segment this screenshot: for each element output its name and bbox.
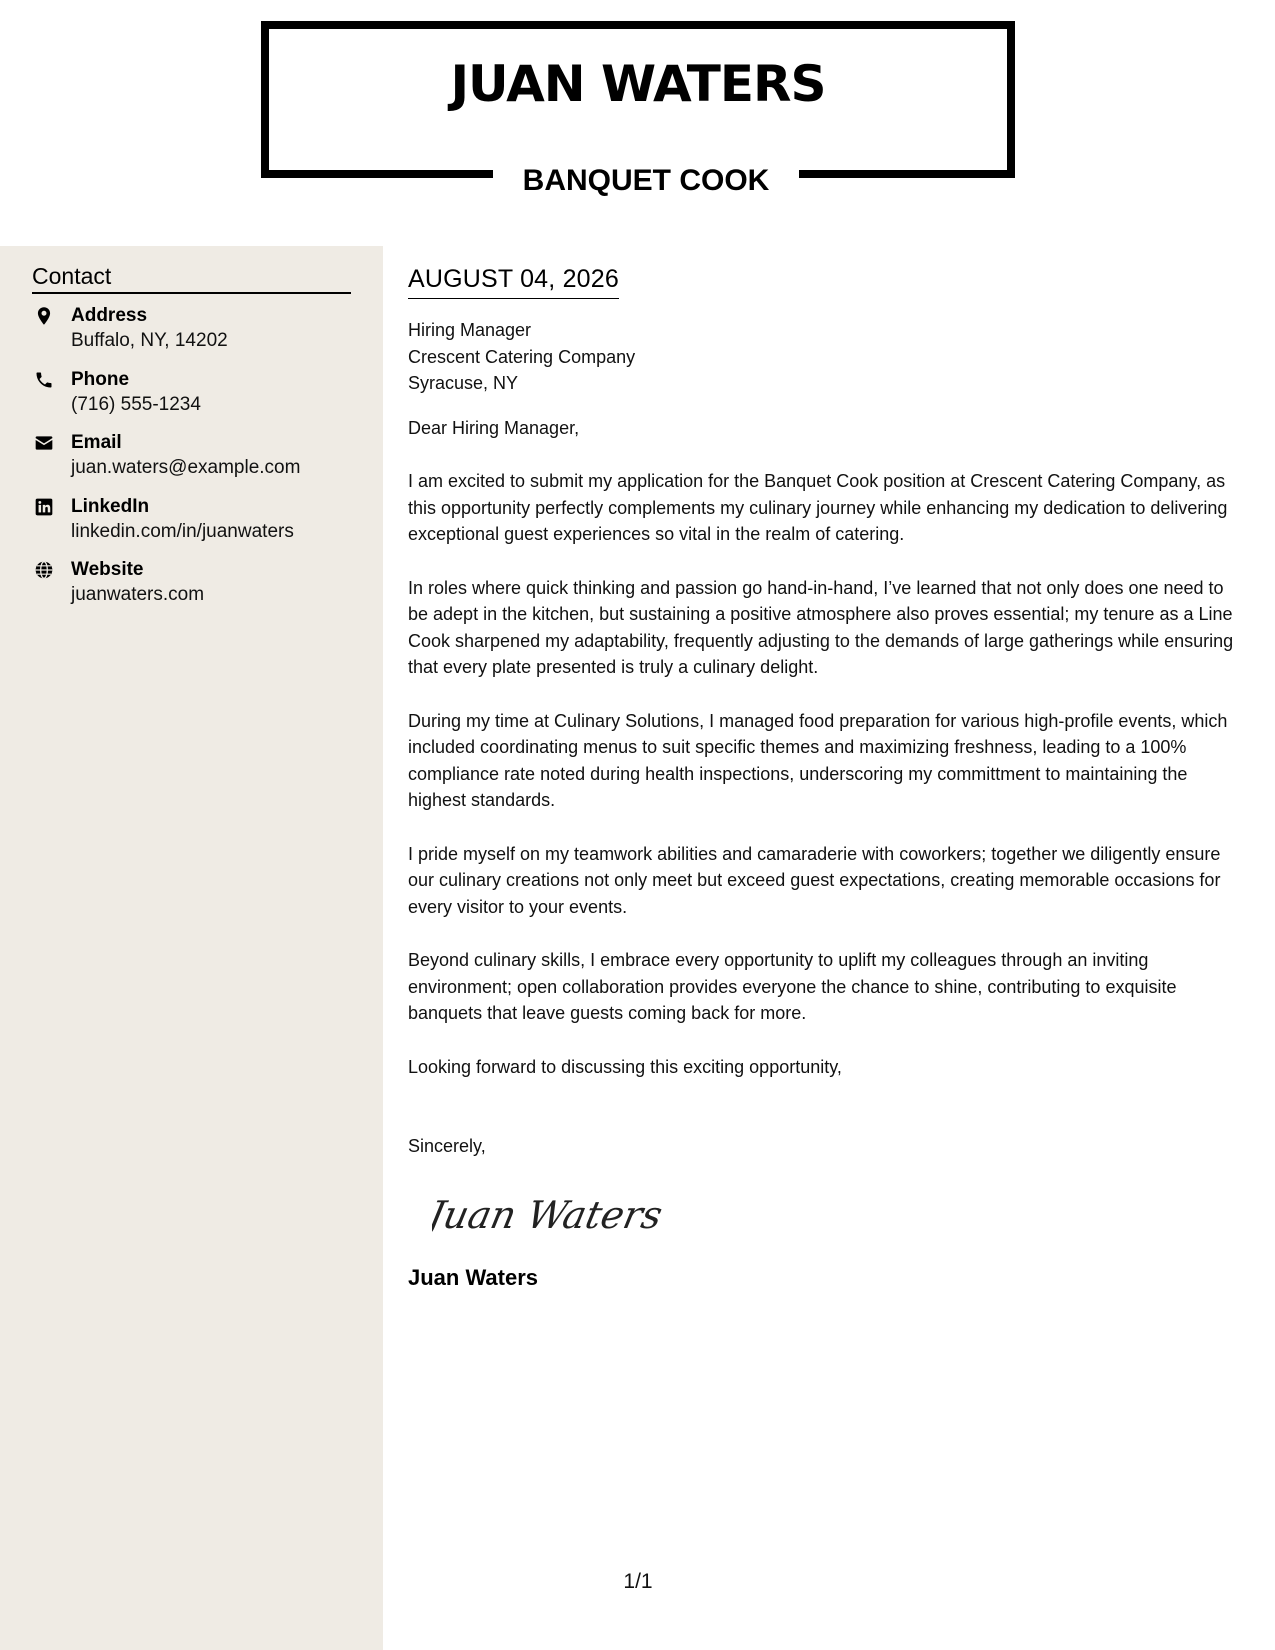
contact-sidebar [0, 246, 383, 1650]
contact-label: Phone [71, 368, 130, 390]
contact-item-email [32, 431, 362, 495]
recipient-line: Syracuse, NY [408, 373, 519, 393]
contact-value: Buffalo, NY, 14202 [71, 330, 228, 351]
letter-date: AUGUST 04, 2026 [408, 262, 619, 299]
signature-text: Juan Waters [432, 1192, 662, 1238]
contact-value: juanwaters.com [71, 584, 205, 605]
globe-icon [34, 560, 54, 580]
paragraph: During my time at Culinary Solutions, I managed food preparation for various high-profile events, which included coordinating menus to suit specific themes and maximizing freshness, leading to a 100% compliance rate noted during health inspections, underscoring my committment to maintaining the highest standards. [408, 710, 1228, 810]
signer-name: Juan Waters [408, 1264, 539, 1290]
salutation: Dear Hiring Manager, [408, 417, 580, 438]
recipient-block [408, 317, 1248, 397]
location-pin-icon [34, 306, 54, 326]
header-frame [261, 21, 1015, 197]
contact-label: LinkedIn [71, 495, 150, 517]
contact-heading: Contact [32, 260, 351, 294]
paragraph: I pride myself on my teamwork abilities and camaraderie with coworkers; together we diligently ensure our culinary creations not only meet but exceed guest expectations, creating memorable occasions for every visitor to your events. [408, 843, 1221, 917]
contact-item-address [32, 304, 362, 368]
job-title: BANQUET COOK [493, 161, 799, 201]
contact-label: Email [71, 432, 122, 453]
contact-label: Website [71, 559, 144, 580]
envelope-icon [34, 433, 54, 453]
closing-line: Looking forward to discussing this exciting opportunity, [408, 1056, 842, 1077]
signature-image [432, 1182, 662, 1248]
paragraph: Beyond culinary skills, I embrace every opportunity to uplift my colleagues through an inviting environment; open collaboration provides everyone the chance to shine, contributing to exquisite banquets that leave guests coming back for more. [408, 950, 1177, 1023]
page-number: 1/1 [623, 1570, 653, 1593]
linkedin-icon [34, 497, 54, 517]
contact-item-website [32, 558, 362, 622]
recipient-line: Hiring Manager [408, 320, 532, 340]
recipient-line: Crescent Catering Company [408, 346, 636, 367]
letter-body [408, 262, 1248, 1293]
contact-value: (716) 555-1234 [71, 393, 201, 415]
phone-icon [34, 370, 54, 390]
contact-list [32, 304, 362, 622]
paragraph: In roles where quick thinking and passion go hand-in-hand, I’ve learned that not only does one need to be adept in the kitchen, but sustaining a positive atmosphere also proves essential; my tenure as a Line Cook sharpened my adaptability, frequently adjusting to the demands of large gatherings while ensuring that every plate presented is truly a culinary delight. [408, 577, 1234, 677]
contact-label: Address [71, 305, 148, 326]
paragraph: I am excited to submit my application for the Banquet Cook position at Crescent Catering Company, as this opportunity perfectly complements my culinary journey while enhancing my dedication to delivering exceptional guest experiences so vital in the realm of catering. [408, 471, 1228, 544]
contact-item-linkedin [32, 495, 362, 559]
applicant-name: JUAN WATERS [450, 55, 826, 113]
contact-value: linkedin.com/in/juanwaters [71, 520, 294, 542]
sign-off: Sincerely, [408, 1136, 486, 1156]
contact-item-phone [32, 368, 362, 432]
contact-value: juan.waters@example.com [71, 457, 301, 478]
